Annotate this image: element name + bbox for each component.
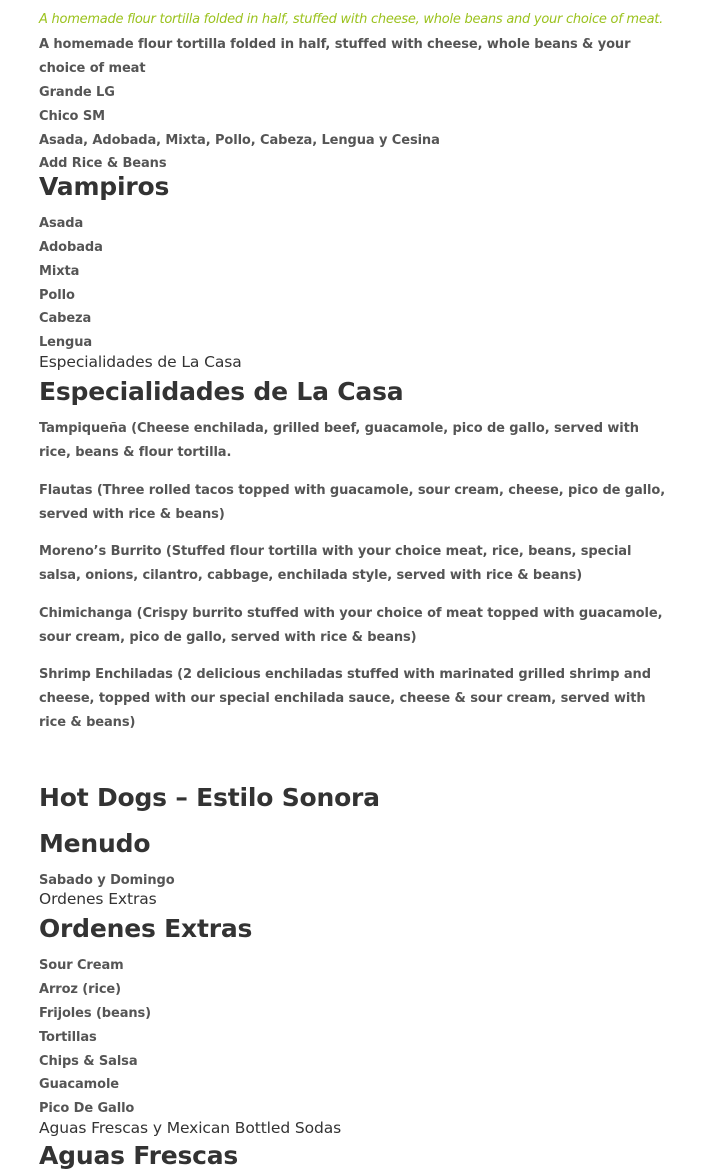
menudo-days: Sabado y Domingo <box>39 873 175 888</box>
section-heading-vampiros: Vampiros <box>39 172 170 201</box>
section-heading-extras: Ordenes Extras <box>39 914 253 943</box>
extras-item: Sour Cream <box>39 958 124 973</box>
size-chico: Chico SM <box>39 109 105 124</box>
tab-ordenes-extras[interactable]: Ordenes Extras <box>39 890 157 908</box>
tab-especialidades[interactable]: Especialidades de La Casa <box>39 353 242 371</box>
especialidad-item: Tampiqueña (Cheese enchilada, grilled beef, guacamole, pico de gallo, served with rice, beans & flour tortilla. <box>39 421 639 460</box>
extras-item: Pico De Gallo <box>39 1101 135 1116</box>
section-heading-aguas: Aguas Frescas <box>39 1141 239 1170</box>
section-heading-hotdogs: Hot Dogs – Estilo Sonora <box>39 783 380 812</box>
addon-rice-beans: Add Rice & Beans <box>39 156 167 171</box>
vampiros-item: Pollo <box>39 288 75 303</box>
especialidad-item: Shrimp Enchiladas (2 delicious enchiladas stuffed with marinated grilled shrimp and cheese, topped with our special enchilada sauce, cheese & sour cream, served with rice & beans) <box>39 667 651 730</box>
vampiros-item: Mixta <box>39 264 80 279</box>
vampiros-item: Lengua <box>39 335 93 350</box>
vampiros-item: Cabeza <box>39 311 92 326</box>
extras-item: Tortillas <box>39 1030 97 1045</box>
tab-aguas-frescas[interactable]: Aguas Frescas y Mexican Bottled Sodas <box>39 1119 342 1137</box>
section-heading-menudo: Menudo <box>39 829 151 858</box>
tortilla-description: A homemade flour tortilla folded in half, stuffed with cheese, whole beans & your choice of meat <box>39 37 631 76</box>
especialidad-item: Moreno’s Burrito (Stuffed flour tortilla with your choice meat, rice, beans, special salsa, onions, cilantro, cabbage, enchilada style, served with rice & beans) <box>39 544 632 583</box>
extras-item: Chips & Salsa <box>39 1054 138 1069</box>
extras-item: Guacamole <box>39 1077 120 1092</box>
extras-item: Frijoles (beans) <box>39 1006 152 1021</box>
tortilla-tagline: A homemade flour tortilla folded in half, stuffed with cheese, whole beans and your choice of meat. <box>39 12 664 27</box>
meat-options: Asada, Adobada, Mixta, Pollo, Cabeza, Lengua y Cesina <box>39 133 440 148</box>
especialidad-item: Flautas (Three rolled tacos topped with guacamole, sour cream, cheese, pico de gallo, served with rice & beans) <box>39 483 666 522</box>
size-grande: Grande LG <box>39 85 115 100</box>
vampiros-item: Adobada <box>39 240 103 255</box>
extras-item: Arroz (rice) <box>39 982 121 997</box>
especialidad-item: Chimichanga (Crispy burrito stuffed with your choice of meat topped with guacamole, sour cream, pico de gallo, served with rice & beans) <box>39 606 663 645</box>
section-heading-especialidades: Especialidades de La Casa <box>39 377 404 406</box>
vampiros-item: Asada <box>39 216 84 231</box>
